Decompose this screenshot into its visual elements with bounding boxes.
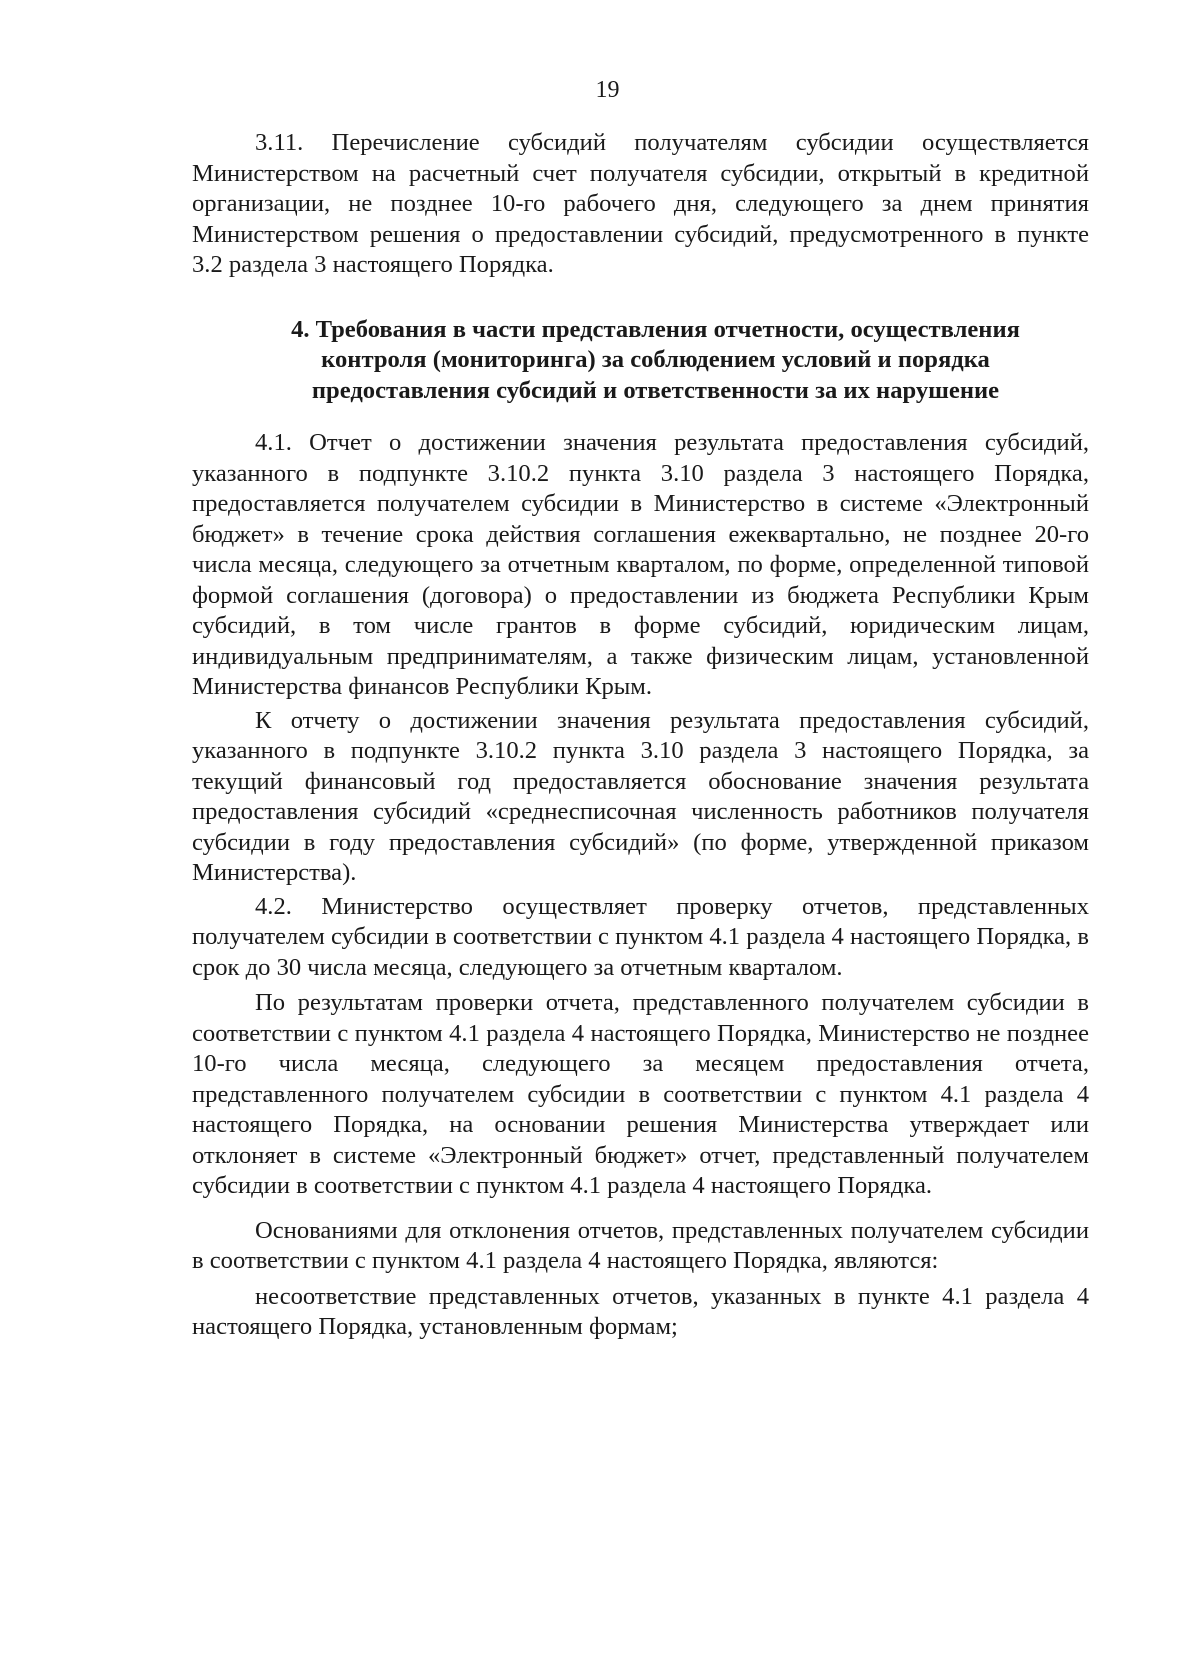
paragraph-4-2-grounds-item-1: несоответствие представленных отчетов, указанных в пункте 4.1 раздела 4 настоящего Порядка, установленным формам; <box>192 1282 1089 1340</box>
paragraph-4-2-grounds: Основаниями для отклонения отчетов, представленных получателем субсидии в соответствии с пунктом 4.1 раздела 4 настоящего Порядка, являются: <box>192 1216 1089 1274</box>
paragraph-4-2: 4.2. Министерство осуществляет проверку отчетов, представленных получателем субсидии в соответствии с пунктом 4.1 раздела 4 настоящего Порядка, в срок до 30 числа месяца, следующего за отчетным кварталом. <box>192 892 1089 981</box>
document-body <box>192 128 1089 1343</box>
paragraph-4-1-justification: К отчету о достижении значения результата предоставления субсидий, указанного в подпункте 3.10.2 пункта 3.10 раздела 3 настоящего Порядка, за текущий финансовый год предоставляется обоснование значения результата предоставления субсидий «среднесписочная численность работников получателя субсидии в году предоставления субсидий» (по форме, утвержденной приказом Министерства). <box>192 706 1089 886</box>
section-4-heading: 4. Требования в части представления отчетности, осуществления контроля (мониторинга) за соблюдением условий и порядка предоставления субсидий и ответственности за их нарушение <box>291 315 1020 404</box>
paragraph-4-1: 4.1. Отчет о достижении значения результата предоставления субсидий, указанного в подпункте 3.10.2 пункта 3.10 раздела 3 настоящего Порядка, предоставляется получателем субсидии в Министерство в системе «Электронный бюджет» в течение срока действия соглашения ежеквартально, не позднее 20-го числа месяца, следующего за отчетным кварталом, по форме, определенной типовой формой соглашения (договора) о предоставлении из бюджета Республики Крым субсидий, в том числе грантов в форме субсидий, юридическим лицам, индивидуальным предпринимателям, а также физическим лицам, установленной Министерства финансов Республики Крым. <box>192 429 1089 700</box>
paragraph-3-11: 3.11. Перечисление субсидий получателям субсидии осуществляется Министерством на расчетный счет получателя субсидии, открытый в кредитной организации, не позднее 10-го рабочего дня, следующего за днем принятия Министерством решения о предоставлении субсидий, предусмотренного в пункте 3.2 раздела 3 настоящего Порядка. <box>192 129 1089 278</box>
paragraph-4-2-results: По результатам проверки отчета, представленного получателем субсидии в соответствии с пунктом 4.1 раздела 4 настоящего Порядка, Министерство не позднее 10-го числа месяца, следующего за месяцем предоставления отчета, представленного получателем субсидии в соответствии с пунктом 4.1 раздела 4 настоящего Порядка, на основании решения Министерства утверждает или отклоняет в системе «Электронный бюджет» отчет, представленный получателем субсидии в соответствии с пунктом 4.1 раздела 4 настоящего Порядка. <box>192 989 1089 1199</box>
page-number: 19 <box>595 77 620 103</box>
